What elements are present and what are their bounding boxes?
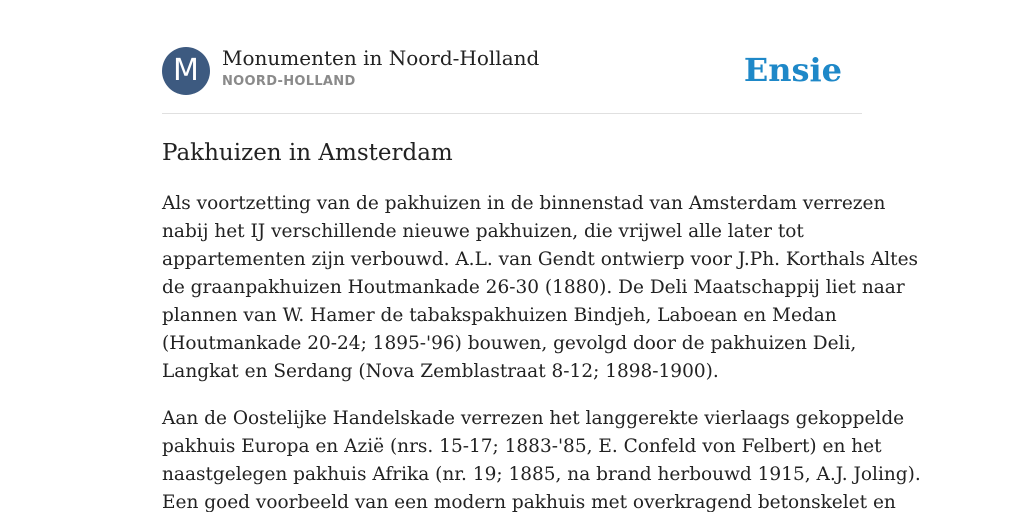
paragraph-line: plannen van W. Hamer de tabakspakhuizen Bindjeh, Laboean en Medan bbox=[162, 305, 837, 326]
paragraph-line: nabij het IJ verschillende nieuwe pakhuizen, die vrijwel alle later tot bbox=[162, 221, 804, 242]
paragraph-line: naastgelegen pakhuis Afrika (nr. 19; 1885, na brand herbouwd 1915, A.J. Joling). bbox=[162, 464, 921, 485]
paragraph-line: Langkat en Serdang (Nova Zemblastraat 8-12; 1898-1900). bbox=[162, 361, 719, 382]
paragraph-line: Aan de Oostelijke Handelskade verrezen het langgerekte vierlaags gekoppelde bbox=[162, 408, 905, 429]
paragraph-line: pakhuis Europa en Azië (nrs. 15-17; 1883-'85, E. Confeld von Felbert) en het bbox=[162, 436, 882, 457]
article-body bbox=[162, 190, 921, 512]
paragraph-line: Als voortzetting van de pakhuizen in de binnenstad van Amsterdam verrezen bbox=[162, 193, 886, 214]
avatar[interactable]: M bbox=[162, 47, 210, 95]
paragraph-line: Een goed voorbeeld van een modern pakhuis met overkragend betonskelet en bbox=[162, 492, 896, 512]
source-region-label: NOORD-HOLLAND bbox=[222, 74, 356, 89]
source-title-link[interactable]: Monumenten in Noord-Holland bbox=[222, 46, 540, 70]
paragraph-line: appartementen zijn verbouwd. A.L. van Gendt ontwierp voor J.Ph. Korthals Altes bbox=[162, 249, 919, 270]
header-divider bbox=[162, 113, 862, 114]
paragraph-line: (Houtmankade 20-24; 1895-'96) bouwen, gevolgd door de pakhuizen Deli, bbox=[162, 333, 857, 354]
ensie-logo[interactable]: Ensie bbox=[743, 51, 842, 89]
article-paragraph-2 bbox=[162, 405, 921, 512]
article-title: Pakhuizen in Amsterdam bbox=[162, 140, 453, 166]
paragraph-line: de graanpakhuizen Houtmankade 26-30 (1880). De Deli Maatschappij liet naar bbox=[162, 277, 905, 298]
source-header bbox=[162, 46, 862, 96]
article-paragraph-1 bbox=[162, 190, 919, 386]
